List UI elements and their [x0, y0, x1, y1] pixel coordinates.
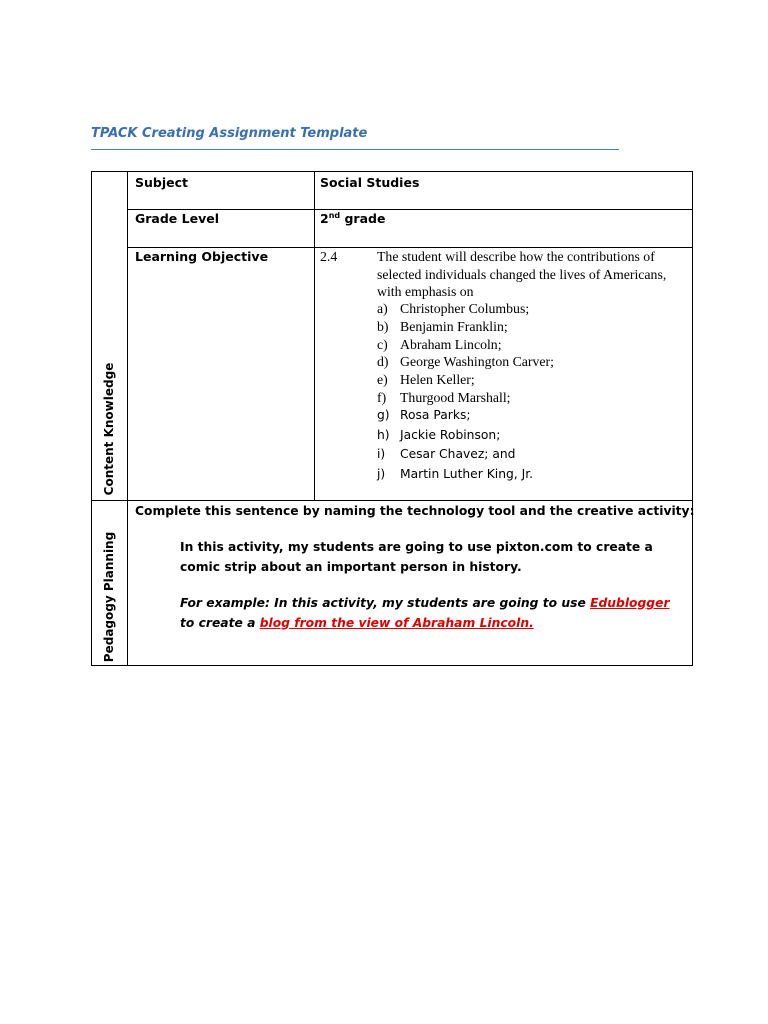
list-item	[377, 371, 554, 389]
objective-label-cell	[127, 247, 315, 501]
pedagogy-answer: In this activity, my students are going to use pixton.com to create a comic strip about an important person in history.	[180, 540, 653, 574]
list-item	[377, 465, 533, 485]
objective-list-sans	[377, 406, 533, 484]
list-marker: d)	[377, 354, 389, 370]
list-item-text: Martin Luther King, Jr.	[400, 466, 534, 481]
list-marker: e)	[377, 372, 388, 388]
grade-word: grade	[340, 211, 386, 226]
list-item-text: Rosa Parks;	[400, 408, 471, 422]
subject-label: Subject	[135, 175, 188, 190]
list-marker: a)	[377, 301, 388, 316]
list-item	[377, 318, 554, 336]
grade-ordinal-suffix: nd	[328, 210, 341, 220]
list-item-text: Helen Keller;	[400, 372, 475, 388]
list-item-text: Benjamin Franklin;	[400, 318, 508, 334]
list-marker: c)	[377, 336, 388, 352]
pedagogy-content-cell	[127, 500, 693, 666]
list-item	[377, 300, 554, 318]
grade-level-value	[320, 211, 385, 226]
title-underline	[91, 149, 619, 150]
example-activity-link[interactable]: blog from the view of Abraham Lincoln.	[259, 615, 534, 630]
list-item	[377, 389, 554, 407]
list-item-text: Christopher Columbus;	[400, 301, 530, 316]
list-item	[377, 406, 533, 426]
list-item-text: Cesar Chavez; and	[400, 447, 516, 461]
list-item-text: Jackie Robinson;	[400, 427, 501, 442]
objective-text: The student will describe how the contributions of selected individuals changed the lives of Americans, with emphasis on	[377, 249, 667, 300]
pedagogy-instruction: Complete this sentence by naming the technology tool and the creative activity:	[135, 504, 695, 518]
list-item	[377, 336, 554, 354]
pedagogy-planning-label: Pedagogy Planning	[102, 531, 116, 663]
list-item-text: Thurgood Marshall;	[400, 389, 511, 405]
list-marker: h)	[377, 427, 390, 442]
list-marker: f)	[377, 389, 387, 405]
list-marker: i)	[377, 447, 386, 461]
document-title: TPACK Creating Assignment Template	[91, 126, 368, 141]
example-mid: to create a	[180, 615, 260, 630]
learning-objective-label: Learning Objective	[135, 249, 269, 264]
list-item	[377, 426, 533, 446]
example-tool-link[interactable]: Edublogger	[590, 596, 670, 610]
list-marker: j)	[377, 466, 386, 481]
content-knowledge-label: Content Knowledge	[102, 362, 116, 496]
objective-number: 2.4	[320, 249, 338, 264]
objective-list-serif	[377, 300, 554, 407]
list-item	[377, 445, 533, 465]
example-prefix: For example: In this activity, my students are going to use	[180, 596, 591, 610]
list-marker: b)	[377, 318, 389, 334]
grade-number: 2	[320, 211, 329, 226]
list-item-text: George Washington Carver;	[400, 354, 554, 370]
pedagogy-example	[180, 594, 680, 633]
list-item	[377, 353, 554, 371]
list-item-text: Abraham Lincoln;	[400, 336, 502, 352]
grade-level-label: Grade Level	[135, 211, 219, 226]
subject-value: Social Studies	[320, 175, 420, 190]
list-marker: g)	[377, 408, 390, 422]
